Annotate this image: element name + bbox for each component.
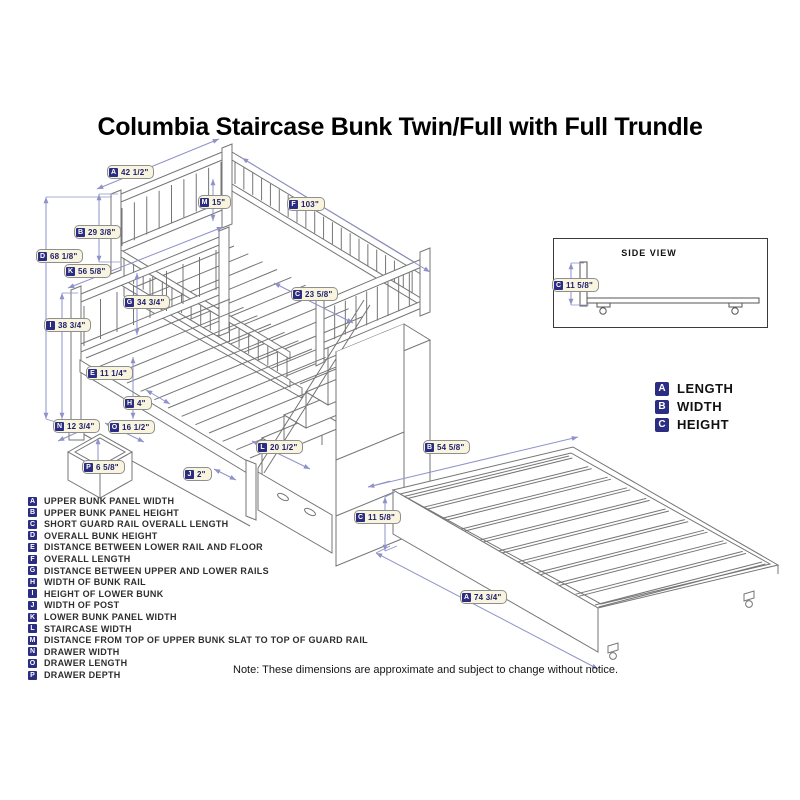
dim-label-drawer_N [53,419,100,433]
dim-label-bunk_J [183,467,212,481]
dim-label-trundle_B [423,440,470,454]
dim-label-bunk_C [291,287,338,301]
dim-letter-badge: G [126,298,133,306]
abc-letter-badge: C [655,418,669,432]
dim-value: 12 3/4" [67,421,95,431]
legend-letter-badge: J [28,601,37,610]
legend-row-J [28,600,119,610]
dim-value: 42 1/2" [121,167,149,177]
dim-value: 56 5/8" [78,266,106,276]
legend-letter-badge: B [29,509,36,517]
legend-row-F [28,554,131,564]
dim-letter-badge: K [67,267,74,275]
legend-row-C [28,519,228,529]
dim-line-F [242,158,430,272]
legend-text: WIDTH OF BUNK RAIL [44,577,146,588]
dim-letter-badge: D [39,252,46,260]
dim-letter-badge: E [88,369,97,378]
dim-line-J [214,469,236,480]
upper-foot-rail-top [320,258,424,310]
dim-value: 29 3/8" [88,227,116,237]
legend-row-I [28,589,164,599]
legend-text: UPPER BUNK PANEL HEIGHT [44,507,180,518]
dim-value: 74 3/4" [474,592,502,602]
trundle-caster-wheel-1 [610,653,617,660]
legend-row-H [28,577,146,587]
legend-row-M [28,635,368,645]
dim-value: 68 1/8" [50,251,78,261]
abc-legend-row-A [655,381,733,396]
legend-text: STAIRCASE WIDTH [44,623,132,634]
side-view-caster-2 [732,308,738,314]
foot-post-right [420,248,430,316]
dim-letter-badge: F [289,200,298,209]
disclaimer-note: Note: These dimensions are approximate and subject to change without notice. [233,664,619,676]
abc-label: LENGTH [677,381,734,396]
legend-letter-badge: K [29,613,36,621]
side-view-drawing [580,262,759,314]
side-view-caster-mount-2 [729,303,742,307]
dim-letter-badge: A [110,168,117,176]
dim-value: 11 5/8" [566,280,593,290]
abc-legend-row-B [655,399,722,414]
extension-line [385,546,397,551]
legend-row-P [28,670,121,680]
dim-letter-badge: C [294,290,301,298]
abc-label: WIDTH [677,399,723,414]
legend-text: DRAWER WIDTH [44,646,120,657]
dim-label-trundle_A [460,590,507,604]
dim-label-bunk_E [86,366,133,380]
legend-row-B [28,508,179,518]
dim-label-trundle_C [354,510,401,524]
lower-post-front-right [246,460,256,520]
legend-text: OVERALL LENGTH [44,554,131,564]
legend-row-E [28,542,263,552]
dim-value: 34 3/4" [137,297,165,307]
dim-letter-badge: B [426,443,433,451]
dim-letter-badge: A [463,593,470,601]
legend-text: DISTANCE FROM TOP OF UPPER BUNK SLAT TO TOP OF GUARD RAIL [44,635,368,646]
legend-row-A [28,496,174,506]
legend-row-D [28,531,158,541]
legend-text: HEIGHT OF LOWER BUNK [44,588,164,599]
dim-letter-badge: O [111,423,118,431]
trundle-caster-wheel-2 [746,601,753,608]
dim-label-drawer_P [82,460,125,474]
dim-value: 11 1/4" [100,368,127,378]
dim-label-drawer_O [108,420,155,434]
legend-row-G [28,566,269,576]
trundle-drawing [393,447,778,659]
legend-letter-badge: O [29,659,36,667]
dim-label-bunk_L [256,440,303,454]
side-view-caster-1 [600,308,606,314]
dim-value: 6 5/8" [96,462,119,472]
dim-letter-badge: P [84,463,93,472]
dim-label-bunk_I [44,318,91,332]
abc-label: HEIGHT [677,417,730,432]
stair-base-drawer [258,472,332,553]
legend-text: DISTANCE BETWEEN UPPER AND LOWER RAILS [44,565,269,576]
legend-letter-badge: M [29,636,36,644]
dim-value: 103" [301,199,319,209]
legend-letter-badge: F [28,555,37,564]
legend-letter-badge: L [28,624,37,633]
legend-letter-badge: C [29,520,36,528]
abc-letter-badge: A [655,382,669,396]
dim-letter-badge: M [201,198,208,206]
upper-post-right [222,144,232,228]
legend-letter-badge: A [29,497,36,505]
dim-letter-badge: J [185,470,194,479]
dim-letter-badge: L [258,443,267,452]
legend-letter-badge: I [28,589,37,598]
legend-text: DRAWER DEPTH [44,670,121,680]
dim-value: 15" [212,197,226,207]
legend-row-N [28,647,120,657]
dim-label-bunk_F [287,197,325,211]
trundle-caster-2 [744,591,754,601]
dim-label-bunk_D [36,249,83,263]
dim-letter-badge: I [46,321,55,330]
dim-value: 20 1/2" [270,442,298,452]
legend-text: DISTANCE BETWEEN LOWER RAIL AND FLOOR [44,542,263,553]
dim-letter-badge: B [77,228,84,236]
dim-value: 11 5/8" [368,512,395,522]
dim-letter-badge: C [555,281,562,289]
dim-label-bunk_M [198,195,231,209]
page-title: Columbia Staircase Bunk Twin/Full with Full Trundle [97,113,703,141]
legend-text: OVERALL BUNK HEIGHT [44,530,158,541]
legend-letter-badge: H [29,578,36,586]
dim-label-side_C [552,278,599,292]
dim-value: 23 5/8" [305,289,333,299]
dim-letter-badge: H [126,399,133,407]
legend-letter-badge: G [29,567,36,575]
trundle-caster-1 [608,643,618,653]
abc-letter-badge: B [655,400,669,414]
dim-label-bunk_K [64,264,111,278]
side-view-caster-mount-1 [597,303,610,307]
dim-value: 16 1/2" [122,422,150,432]
dim-label-bunk_A [107,165,154,179]
legend-text: WIDTH OF POST [44,600,120,611]
dim-letter-badge: N [56,422,63,430]
legend-text: UPPER BUNK PANEL WIDTH [44,496,175,506]
legend-text: SHORT GUARD RAIL OVERALL LENGTH [44,519,229,530]
dim-label-bunk_H [123,396,152,410]
dim-value: 38 3/4" [58,320,86,330]
legend-letter-badge: D [29,532,36,540]
legend-letter-badge: P [28,671,37,680]
lower-post-back [219,227,229,336]
legend-row-O [28,658,127,668]
legend-text: DRAWER LENGTH [44,658,128,669]
dim-value: 2" [197,469,206,479]
legend-text: LOWER BUNK PANEL WIDTH [44,612,177,622]
legend-row-L [28,624,132,634]
legend-letter-badge: E [28,543,37,552]
dim-label-bunk_B [74,225,121,239]
dim-value: 54 5/8" [437,442,465,452]
legend-letter-badge: N [29,648,36,656]
dim-value: 4" [137,398,146,408]
dim-letter-badge: C [357,513,364,521]
upper-back-rail [232,152,424,276]
legend-row-K [28,612,177,622]
side-view-title: SIDE VIEW [621,248,677,258]
abc-legend-row-C [655,417,729,432]
side-view-deck [587,298,759,303]
dim-label-bunk_G [123,295,170,309]
